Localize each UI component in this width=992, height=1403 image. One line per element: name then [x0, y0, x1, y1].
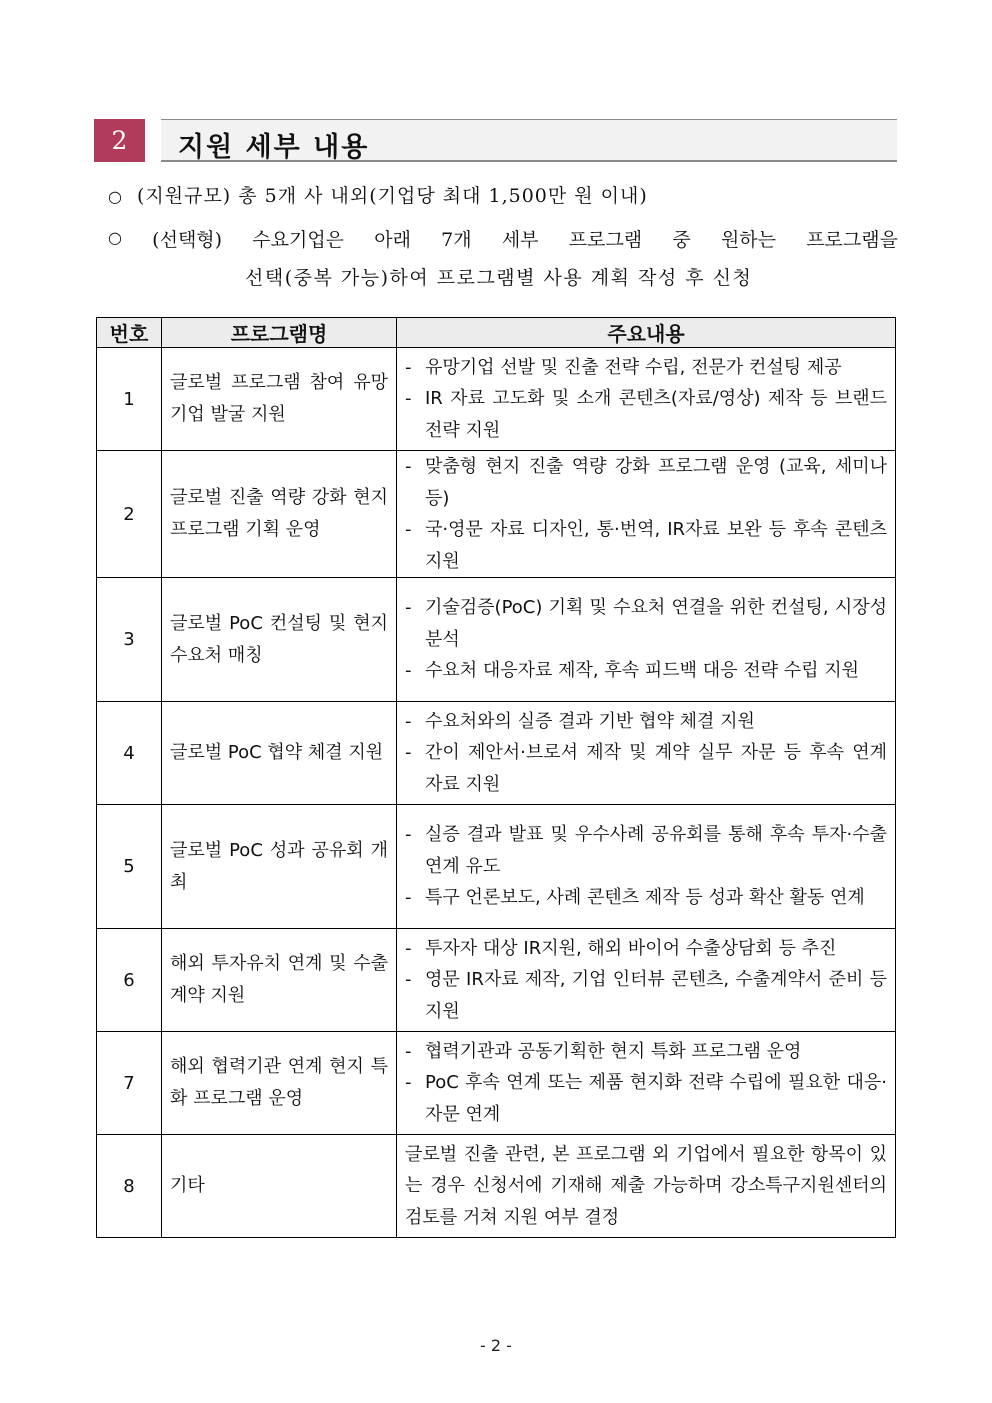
content-item: [405, 1067, 887, 1130]
table-row: [97, 348, 896, 451]
table-row: [97, 702, 896, 805]
program-name: 해외 협력기관 연계 현지 특화 프로그램 운영: [162, 1032, 397, 1135]
bullet-line: [108, 225, 898, 252]
content-text: 특구 언론보도, 사례 콘텐츠 제작 등 성과 확산 활동 연계: [425, 887, 865, 909]
header-content: 주요내용: [397, 318, 896, 348]
dash: -: [405, 742, 412, 764]
row-number: 3: [97, 578, 162, 702]
content-text: PoC 후속 연계 또는 제품 현지화 전략 수립에 필요한 대응·자문 연계: [425, 1072, 887, 1125]
header-name: 프로그램명: [162, 318, 397, 348]
row-number: 7: [97, 1032, 162, 1135]
program-name: 글로벌 프로그램 참여 유망기업 발굴 지원: [162, 348, 397, 451]
content-text: 글로벌 진출 관련, 본 프로그램 외 기업에서 필요한 항목이 있는 경우 신청서에 기재해 제출 가능하며 강소특구지원센터의 검토를 거쳐 지원 여부 결정: [405, 1143, 887, 1228]
content-text: 기술검증(PoC) 기획 및 수요처 연결을 위한 컨설팅, 시장성 분석: [425, 597, 887, 650]
program-name: 해외 투자유치 연계 및 수출계약 지원: [162, 929, 397, 1032]
word: 아래: [374, 229, 411, 251]
program-name: 글로벌 진출 역량 강화 현지 프로그램 기획 운영: [162, 451, 397, 578]
program-name: 기타: [162, 1135, 397, 1238]
content-item: [405, 933, 887, 965]
dash: -: [405, 1072, 412, 1094]
program-content: [397, 578, 896, 702]
content-text: 간이 제안서·브로셔 제작 및 계약 실무 자문 등 후속 연계 자료 지원: [425, 742, 887, 795]
content-item: [405, 737, 887, 800]
content-item: [405, 1036, 887, 1068]
program-name: 글로벌 PoC 성과 공유회 개최: [162, 805, 397, 929]
dash: -: [405, 388, 412, 410]
dash: -: [405, 597, 412, 619]
row-number: 8: [97, 1135, 162, 1238]
content-text: 협력기관과 공동기획한 현지 특화 프로그램 운영: [425, 1040, 802, 1062]
word: 세부: [501, 229, 539, 251]
bullet-continuation: 선택(중복 가능)하여 프로그램별 사용 계획 작성 후 신청: [245, 267, 753, 289]
program-content: [397, 805, 896, 929]
content-item: [405, 514, 887, 577]
content-text: 투자자 대상 IR지원, 해외 바이어 수출상담회 등 추진: [425, 937, 837, 959]
content-text: IR 자료 고도화 및 소개 콘텐츠(자료/영상) 제작 등 브랜드 전략 지원: [425, 388, 887, 441]
program-name: 글로벌 PoC 컨설팅 및 현지 수요처 매칭: [162, 578, 397, 702]
row-number: 4: [97, 702, 162, 805]
page-number: - 2 -: [480, 1336, 512, 1355]
bullet-text: (지원규모) 총 5개 사 내외(기업당 최대 1,500만 원 이내): [136, 185, 648, 207]
content-item: [405, 819, 887, 882]
word: 중: [672, 229, 691, 251]
section-header: [94, 119, 898, 163]
content-item: [405, 706, 887, 738]
word: 프로그램: [568, 229, 643, 251]
table-row: [97, 805, 896, 929]
dash: -: [405, 969, 412, 991]
row-number: 5: [97, 805, 162, 929]
content-text: 맞춤형 현지 진출 역량 강화 프로그램 운영 (교육, 세미나 등): [425, 456, 887, 509]
program-content: [397, 702, 896, 805]
content-item: [405, 352, 887, 384]
section-title: 지원 세부 내용: [178, 132, 370, 163]
program-content: [397, 1032, 896, 1135]
bullet-circle-icon: ○: [108, 228, 122, 247]
table-row: [97, 1135, 896, 1238]
content-item: [405, 655, 887, 687]
content-text: 수요처 대응자료 제작, 후속 피드백 대응 전략 수립 지원: [425, 660, 860, 682]
content-text: 국·영문 자료 디자인, 통·번역, IR자료 보완 등 후속 콘텐츠 지원: [425, 519, 887, 572]
word: 7개: [441, 229, 472, 251]
bullet-circle-icon: ○: [108, 187, 123, 206]
header-num: 번호: [97, 318, 162, 348]
table-row: [97, 1032, 896, 1135]
program-table: [96, 317, 896, 1238]
dash: -: [405, 519, 412, 540]
table-row: [97, 578, 896, 702]
dash: -: [405, 1040, 412, 1062]
word: (선택형): [152, 229, 223, 251]
program-content: [397, 1135, 896, 1238]
table-row: [97, 451, 896, 578]
section-number: 2: [94, 119, 145, 162]
dash: -: [405, 937, 412, 959]
content-item: [405, 383, 887, 446]
word: 원하는: [720, 229, 776, 251]
content-text: 영문 IR자료 제작, 기업 인터뷰 콘텐츠, 수출계약서 준비 등 지원: [425, 969, 887, 1022]
table-header-row: [97, 318, 896, 348]
word: 프로그램을: [806, 229, 898, 251]
content-text: 실증 결과 발표 및 우수사례 공유회를 통해 후속 투자·수출 연계 유도: [425, 824, 887, 877]
dash: -: [405, 660, 412, 682]
content-text: 유망기업 선발 및 진출 전략 수립, 전문가 컨설팅 제공: [425, 356, 842, 378]
content-text: 수요처와의 실증 결과 기반 협약 체결 지원: [425, 710, 755, 732]
dash: -: [405, 456, 412, 477]
content-item: [405, 592, 887, 655]
row-number: 1: [97, 348, 162, 451]
word: 수요기업은: [252, 229, 345, 251]
dash: -: [405, 887, 412, 909]
row-number: 6: [97, 929, 162, 1032]
program-name: 글로벌 PoC 협약 체결 지원: [162, 702, 397, 805]
program-content: [397, 929, 896, 1032]
table-row: [97, 929, 896, 1032]
row-number: 2: [97, 451, 162, 578]
bullet-support-scale: [108, 181, 648, 208]
dash: -: [405, 356, 412, 378]
program-content: [397, 348, 896, 451]
dash: -: [405, 824, 412, 846]
content-item: [405, 964, 887, 1027]
content-item: [405, 882, 887, 914]
content-item: [405, 451, 887, 514]
bullet-selection-type: [108, 225, 898, 290]
dash: -: [405, 710, 412, 732]
program-content: [397, 451, 896, 578]
